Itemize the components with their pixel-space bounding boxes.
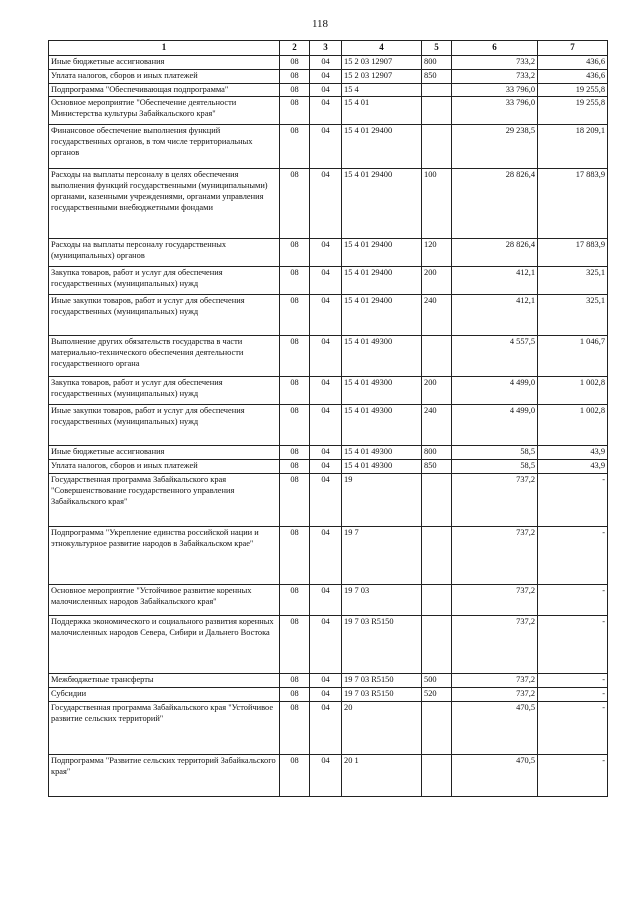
row-name: Государственная программа Забайкальского края "Устойчивое развитие сельских территорий"	[49, 702, 280, 755]
table-row	[49, 169, 608, 239]
row-subsection: 04	[310, 674, 342, 688]
row-code: 15 4 01	[342, 97, 422, 125]
row-section: 08	[280, 295, 310, 336]
row-name: Подпрограмма "Развитие сельских территорий Забайкальского края"	[49, 755, 280, 797]
row-value-6: 4 499,0	[452, 377, 538, 405]
row-name: Иные закупки товаров, работ и услуг для обеспечения государственных (муниципальных) нужд	[49, 295, 280, 336]
row-section: 08	[280, 688, 310, 702]
row-name: Уплата налогов, сборов и иных платежей	[49, 69, 280, 83]
row-section: 08	[280, 169, 310, 239]
row-section: 08	[280, 55, 310, 69]
table-row	[49, 55, 608, 69]
row-value-7: 325,1	[538, 267, 608, 295]
row-code: 19 7	[342, 527, 422, 585]
row-subsection: 04	[310, 83, 342, 97]
row-type	[422, 83, 452, 97]
row-type	[422, 474, 452, 527]
row-code: 20	[342, 702, 422, 755]
row-subsection: 04	[310, 69, 342, 83]
row-value-7: 18 209,1	[538, 125, 608, 169]
header-col-3: 3	[310, 41, 342, 56]
row-name: Закупка товаров, работ и услуг для обеспечения государственных (муниципальных) нужд	[49, 267, 280, 295]
row-subsection: 04	[310, 405, 342, 446]
table-row	[49, 474, 608, 527]
row-name: Иные закупки товаров, работ и услуг для обеспечения государственных (муниципальных) нужд	[49, 405, 280, 446]
row-type	[422, 702, 452, 755]
row-subsection: 04	[310, 169, 342, 239]
row-section: 08	[280, 585, 310, 616]
row-name: Государственная программа Забайкальского края "Совершенствование государственного управления Забайкальского края"	[49, 474, 280, 527]
page-number: 118	[311, 18, 329, 30]
row-code: 19 7 03 R5150	[342, 616, 422, 674]
row-subsection: 04	[310, 446, 342, 460]
row-code: 15 2 03 12907	[342, 69, 422, 83]
header-col-1: 1	[49, 41, 280, 56]
row-subsection: 04	[310, 527, 342, 585]
row-type	[422, 616, 452, 674]
row-value-6: 33 796,0	[452, 97, 538, 125]
row-subsection: 04	[310, 702, 342, 755]
row-section: 08	[280, 239, 310, 267]
row-code: 15 4 01 29400	[342, 239, 422, 267]
row-value-7: 17 883,9	[538, 239, 608, 267]
row-type: 120	[422, 239, 452, 267]
row-value-7: -	[538, 616, 608, 674]
row-value-7: -	[538, 527, 608, 585]
table-row	[49, 616, 608, 674]
row-name: Иные бюджетные ассигнования	[49, 55, 280, 69]
row-value-7: -	[538, 688, 608, 702]
table-row	[49, 755, 608, 797]
row-value-7: 1 046,7	[538, 336, 608, 377]
row-subsection: 04	[310, 267, 342, 295]
row-value-7: 19 255,8	[538, 97, 608, 125]
row-type	[422, 585, 452, 616]
table-row	[49, 674, 608, 688]
row-type: 200	[422, 377, 452, 405]
row-type: 520	[422, 688, 452, 702]
row-section: 08	[280, 527, 310, 585]
row-value-7: 436,6	[538, 55, 608, 69]
row-value-6: 58,5	[452, 460, 538, 474]
row-type: 800	[422, 55, 452, 69]
row-value-7: 1 002,8	[538, 377, 608, 405]
table-row	[49, 239, 608, 267]
row-code: 19 7 03 R5150	[342, 688, 422, 702]
table-row	[49, 336, 608, 377]
table-row	[49, 97, 608, 125]
row-code: 19 7 03	[342, 585, 422, 616]
row-section: 08	[280, 267, 310, 295]
row-value-6: 737,2	[452, 527, 538, 585]
row-code: 15 4 01 49300	[342, 460, 422, 474]
table-row	[49, 585, 608, 616]
row-type: 500	[422, 674, 452, 688]
row-code: 19 7 03 R5150	[342, 674, 422, 688]
row-value-7: -	[538, 702, 608, 755]
row-name: Поддержка экономического и социального развития коренных малочисленных народов Севера, Сибири и Дальнего Востока	[49, 616, 280, 674]
row-section: 08	[280, 460, 310, 474]
row-value-7: -	[538, 755, 608, 797]
row-code: 19	[342, 474, 422, 527]
row-section: 08	[280, 755, 310, 797]
table-row	[49, 702, 608, 755]
row-value-6: 737,2	[452, 674, 538, 688]
row-section: 08	[280, 69, 310, 83]
table-row	[49, 267, 608, 295]
row-subsection: 04	[310, 585, 342, 616]
row-name: Финансовое обеспечение выполнения функций государственных органов, в том числе территориальных органов	[49, 125, 280, 169]
row-value-6: 4 557,5	[452, 336, 538, 377]
table-header-row	[49, 41, 608, 56]
row-value-7: 43,9	[538, 446, 608, 460]
row-section: 08	[280, 616, 310, 674]
row-value-6: 737,2	[452, 585, 538, 616]
row-value-7: 17 883,9	[538, 169, 608, 239]
row-type	[422, 97, 452, 125]
row-subsection: 04	[310, 239, 342, 267]
row-value-6: 28 826,4	[452, 239, 538, 267]
row-name: Межбюджетные трансферты	[49, 674, 280, 688]
row-type: 100	[422, 169, 452, 239]
row-name: Основное мероприятие "Устойчивое развитие коренных малочисленных народов Забайкальского края"	[49, 585, 280, 616]
row-name: Закупка товаров, работ и услуг для обеспечения государственных (муниципальных) нужд	[49, 377, 280, 405]
row-type: 240	[422, 405, 452, 446]
row-code: 15 4 01 49300	[342, 336, 422, 377]
row-value-6: 737,2	[452, 616, 538, 674]
row-subsection: 04	[310, 616, 342, 674]
row-section: 08	[280, 97, 310, 125]
row-value-6: 733,2	[452, 55, 538, 69]
header-col-7: 7	[538, 41, 608, 56]
row-value-6: 33 796,0	[452, 83, 538, 97]
header-col-6: 6	[452, 41, 538, 56]
row-name: Подпрограмма "Обеспечивающая подпрограмма"	[49, 83, 280, 97]
row-name: Уплата налогов, сборов и иных платежей	[49, 460, 280, 474]
row-value-7: 436,6	[538, 69, 608, 83]
row-name: Расходы на выплаты персоналу в целях обеспечения выполнения функций государственными (муниципальными) органами, казенными учреждениями, органами управления государственными внебюджетными фондами	[49, 169, 280, 239]
row-section: 08	[280, 125, 310, 169]
row-value-6: 4 499,0	[452, 405, 538, 446]
row-value-7: 1 002,8	[538, 405, 608, 446]
row-subsection: 04	[310, 295, 342, 336]
row-name: Выполнение других обязательств государства в части материально-технического обеспечения деятельности государственного органа	[49, 336, 280, 377]
row-value-7: -	[538, 474, 608, 527]
row-code: 15 4 01 49300	[342, 405, 422, 446]
row-type	[422, 336, 452, 377]
row-value-6: 29 238,5	[452, 125, 538, 169]
budget-table	[48, 40, 608, 797]
row-value-6: 733,2	[452, 69, 538, 83]
table-row	[49, 460, 608, 474]
header-col-5: 5	[422, 41, 452, 56]
row-value-7: 43,9	[538, 460, 608, 474]
row-section: 08	[280, 83, 310, 97]
table-row	[49, 295, 608, 336]
row-subsection: 04	[310, 460, 342, 474]
header-col-4: 4	[342, 41, 422, 56]
row-value-6: 58,5	[452, 446, 538, 460]
row-value-6: 28 826,4	[452, 169, 538, 239]
row-name: Основное мероприятие "Обеспечение деятельности Министерства культуры Забайкальского края"	[49, 97, 280, 125]
row-value-7: -	[538, 674, 608, 688]
row-name: Субсидии	[49, 688, 280, 702]
row-code: 20 1	[342, 755, 422, 797]
row-value-7: 19 255,8	[538, 83, 608, 97]
row-code: 15 4 01 29400	[342, 295, 422, 336]
row-value-6: 470,5	[452, 755, 538, 797]
table-row	[49, 688, 608, 702]
row-name: Подпрограмма "Укрепление единства российской нации и этнокультурное развитие народов в Забайкальском крае"	[49, 527, 280, 585]
table-row	[49, 83, 608, 97]
row-type: 200	[422, 267, 452, 295]
row-subsection: 04	[310, 55, 342, 69]
row-name: Иные бюджетные ассигнования	[49, 446, 280, 460]
row-name: Расходы на выплаты персоналу государственных (муниципальных) органов	[49, 239, 280, 267]
row-value-6: 412,1	[452, 295, 538, 336]
row-value-6: 470,5	[452, 702, 538, 755]
table-row	[49, 125, 608, 169]
row-code: 15 4 01 29400	[342, 125, 422, 169]
row-subsection: 04	[310, 336, 342, 377]
row-type	[422, 125, 452, 169]
row-section: 08	[280, 702, 310, 755]
row-value-6: 737,2	[452, 688, 538, 702]
table-row	[49, 69, 608, 83]
row-type	[422, 755, 452, 797]
row-code: 15 2 03 12907	[342, 55, 422, 69]
row-value-7: -	[538, 585, 608, 616]
row-section: 08	[280, 674, 310, 688]
table-row	[49, 527, 608, 585]
row-section: 08	[280, 446, 310, 460]
row-type: 800	[422, 446, 452, 460]
row-code: 15 4 01 49300	[342, 446, 422, 460]
row-type	[422, 527, 452, 585]
row-subsection: 04	[310, 474, 342, 527]
row-code: 15 4 01 49300	[342, 377, 422, 405]
table-row	[49, 446, 608, 460]
header-col-2: 2	[280, 41, 310, 56]
row-code: 15 4 01 29400	[342, 169, 422, 239]
row-value-7: 325,1	[538, 295, 608, 336]
row-section: 08	[280, 405, 310, 446]
table-row	[49, 405, 608, 446]
row-section: 08	[280, 377, 310, 405]
row-type: 850	[422, 69, 452, 83]
row-type: 850	[422, 460, 452, 474]
row-subsection: 04	[310, 97, 342, 125]
row-subsection: 04	[310, 755, 342, 797]
table-row	[49, 377, 608, 405]
row-section: 08	[280, 336, 310, 377]
row-subsection: 04	[310, 377, 342, 405]
row-section: 08	[280, 474, 310, 527]
row-value-6: 412,1	[452, 267, 538, 295]
row-code: 15 4	[342, 83, 422, 97]
row-type: 240	[422, 295, 452, 336]
row-subsection: 04	[310, 688, 342, 702]
row-value-6: 737,2	[452, 474, 538, 527]
row-subsection: 04	[310, 125, 342, 169]
row-code: 15 4 01 29400	[342, 267, 422, 295]
